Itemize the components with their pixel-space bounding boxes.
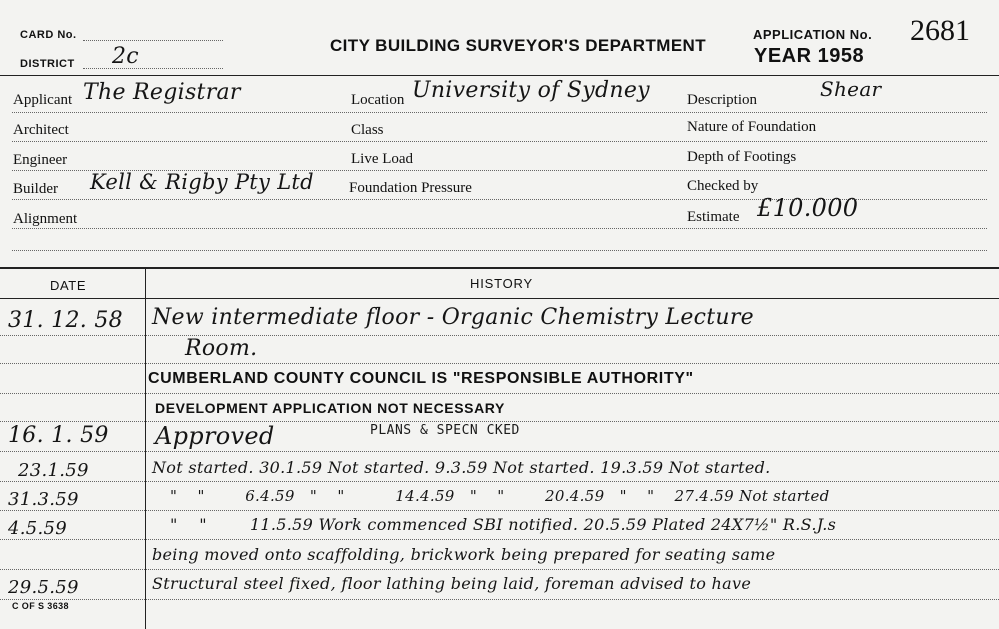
history-date: 31. 12. 58 bbox=[8, 308, 123, 333]
card-no-line bbox=[83, 40, 223, 41]
class-label: Class bbox=[351, 122, 384, 138]
engineer-label: Engineer bbox=[13, 152, 68, 168]
history-line bbox=[0, 599, 999, 600]
applicant-value: The Registrar bbox=[83, 80, 241, 105]
history-line bbox=[0, 421, 999, 422]
history-top-rule bbox=[0, 267, 999, 269]
history-entry: Room. bbox=[185, 336, 258, 361]
card-no-label: CARD No. bbox=[20, 29, 77, 41]
history-header: HISTORY bbox=[470, 276, 533, 291]
foundation-pressure-label: Foundation Pressure bbox=[349, 180, 472, 196]
history-line bbox=[0, 510, 999, 511]
history-date: 29.5.59 bbox=[8, 577, 79, 598]
estimate-value: £10.000 bbox=[757, 194, 859, 222]
history-entry: " " 6.4.59 " " 14.4.59 " " 20.4.59 " " 27.4.59 Not started bbox=[170, 487, 830, 505]
description-value: Shear bbox=[820, 77, 882, 101]
date-header: DATE bbox=[50, 278, 87, 293]
history-entry: being moved onto scaffolding, brickwork being prepared for seating same bbox=[152, 545, 776, 564]
builder-value: Kell & Rigby Pty Ltd bbox=[90, 170, 314, 194]
applicant-label: Applicant bbox=[13, 92, 73, 108]
history-line bbox=[0, 335, 999, 336]
history-line bbox=[0, 539, 999, 540]
field-line-2 bbox=[12, 141, 987, 142]
field-line-1 bbox=[12, 112, 987, 113]
field-line-6 bbox=[12, 250, 987, 251]
depth-of-footings-label: Depth of Footings bbox=[687, 149, 797, 165]
history-line bbox=[0, 451, 999, 452]
alignment-label: Alignment bbox=[13, 211, 78, 227]
history-line bbox=[0, 481, 999, 482]
estimate-label: Estimate bbox=[687, 209, 740, 225]
live-load-label: Live Load bbox=[351, 151, 414, 167]
history-date: 16. 1. 59 bbox=[8, 423, 109, 448]
history-entry: " " 11.5.59 Work commenced SBI notified. 20.5.59 Plated 24X7½" R.S.J.s bbox=[170, 515, 837, 534]
date-column-divider bbox=[145, 268, 146, 629]
district-value: 2c bbox=[112, 44, 139, 69]
history-stamp: DEVELOPMENT APPLICATION NOT NECESSARY bbox=[155, 400, 505, 416]
history-date: 31.3.59 bbox=[8, 489, 79, 510]
history-stamp: CUMBERLAND COUNTY COUNCIL IS "RESPONSIBLE AUTHORITY" bbox=[148, 370, 694, 387]
location-label: Location bbox=[351, 92, 405, 108]
history-entry: New intermediate floor - Organic Chemistry Lecture bbox=[152, 305, 755, 330]
header-divider bbox=[0, 75, 999, 76]
nature-of-foundation-label: Nature of Foundation bbox=[687, 119, 817, 135]
district-line bbox=[83, 68, 223, 69]
description-label: Description bbox=[687, 92, 757, 108]
application-number: 2681 bbox=[910, 14, 970, 47]
year-label: YEAR 1958 bbox=[754, 45, 865, 67]
form-code: C OF S 3638 bbox=[12, 601, 69, 611]
history-entry: Structural steel fixed, floor lathing being laid, foreman advised to have bbox=[152, 574, 752, 593]
checked-by-label: Checked by bbox=[687, 178, 759, 194]
application-label: APPLICATION No. bbox=[753, 27, 873, 42]
history-line bbox=[0, 569, 999, 570]
architect-label: Architect bbox=[13, 122, 69, 138]
history-date: 4.5.59 bbox=[8, 518, 68, 539]
builder-label: Builder bbox=[13, 181, 58, 197]
history-line bbox=[0, 393, 999, 394]
field-line-5 bbox=[12, 228, 987, 229]
history-date: 23.1.59 bbox=[18, 460, 89, 481]
department-title: CITY BUILDING SURVEYOR'S DEPARTMENT bbox=[330, 36, 707, 55]
history-entry: Not started. 30.1.59 Not started. 9.3.59 Not started. 19.3.59 Not started. bbox=[152, 458, 771, 477]
history-entry: Approved bbox=[155, 422, 275, 450]
location-value: University of Sydney bbox=[412, 78, 650, 103]
history-line bbox=[0, 363, 999, 364]
district-label: DISTRICT bbox=[20, 58, 75, 70]
approval-stamp: PLANS & SPECN CKED bbox=[370, 423, 520, 438]
history-header-rule bbox=[0, 298, 999, 299]
